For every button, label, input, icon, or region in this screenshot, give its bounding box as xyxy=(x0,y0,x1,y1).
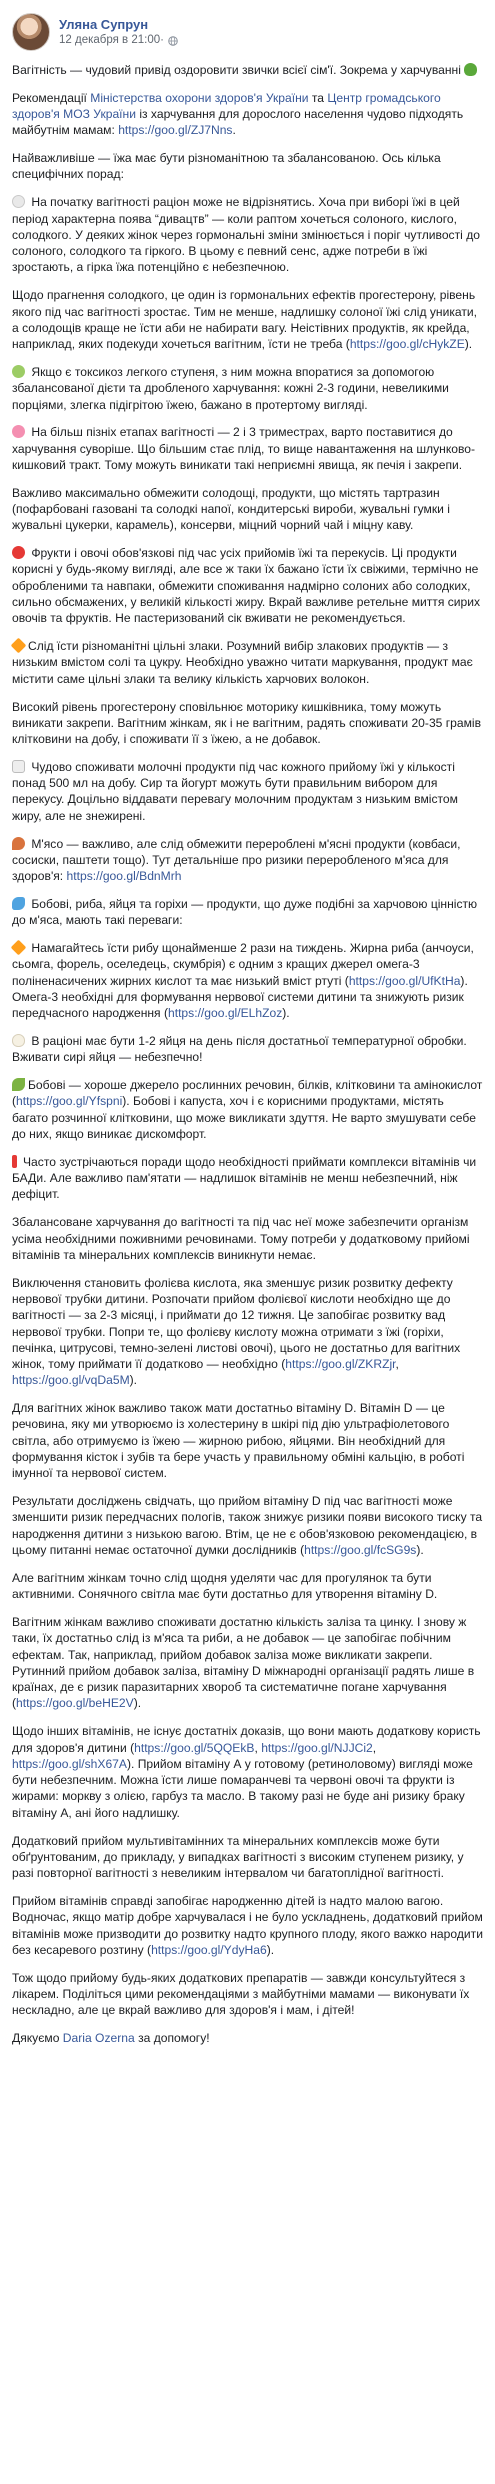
paragraph-supplements-warning: Часто зустрічаються поради щодо необхідності приймати комплекси вітамінів чи БАДи. Але важливо пам'ятати — надлишок вітамінів не менш небезпечний, ніж дефіцит. xyxy=(12,1154,477,1202)
paragraph-multivitamins: Додатковий прийом мультивітамінних та мінеральних комплексів може бути обґрунтованим, до прикладу, у випадках вагітності з високим ступенем ризику, у разі повторної вагітності з невеликим інтервалом чи багатоплідної вагітності. xyxy=(12,1833,464,1881)
author-name[interactable]: Уляна Супрун xyxy=(59,17,149,32)
plate-icon xyxy=(12,195,25,208)
paragraph-fiber: Високий рівень прогестерону сповільнює моторику кишківника, тому можуть виникати закрепи. Вагітним жінкам, як і не вагітним, радять споживати 20-35 грамів клітковини на добу, і споживати її з їжею, а не добавок. xyxy=(12,699,482,747)
orange-diamond-icon xyxy=(11,940,27,956)
post-date[interactable]: 12 декабря в 21:00 xyxy=(59,34,161,46)
post-meta xyxy=(59,16,178,48)
paragraph-grains: Слід їсти різноманітні цільні злаки. Розумний вибір злакових продуктів — з низьким вмістом солі та цукру. Необхідно уважно читати маркування, продукт має містити саме цільні злаки та велику кількість харчових волокон. xyxy=(12,639,473,686)
paragraph-balance: Найважливіше — їжа має бути різноманітною та збалансованою. Ось кілька специфічних порад: xyxy=(12,151,441,182)
paragraph-fruits: Фрукти і овочі обов'язкові під час усіх прийомів їжі та перекусів. Ці продукти корисні у будь-якому вигляді, але все ж таки їх бажано їсти їх свіжими, термічно не обробленими та навпаки, обмежити споживання надмірно солоних або солодких, сильно обсмажених, у великій кількості жиру. Вкрай важливе ретельне миття сирих овочів та фруктів. Не пастеризований сік вживати не рекомендується. xyxy=(12,546,481,626)
recommendations-link[interactable]: https://goo.gl/ZJ7Nns xyxy=(118,123,233,138)
fish-icon xyxy=(12,897,25,910)
apple-icon xyxy=(12,546,25,559)
source-link-cravings[interactable]: https://goo.gl/cHykZE xyxy=(349,337,465,352)
paragraph-folic-acid: Виключення становить фолієва кислота, яка зменшує ризик розвитку дефекту нервової трубки дитини. Розпочати прийом фолієвої кислоти необхідно ще до вагітності — за 2-3 місяці, і приймати до 12 тижня. Це запобігає розвитку вад нервової трубки. Попри те, що фолієву кислоту можна отримати з їжі (горіхи, печінка, цитрусові, темно-зелені листові овочі), цього не достатньо для вагітних жінок, тому приймати її додатково — необхідно (https://goo.gl/ZKRZjr, https://goo.gl/vqDa5M). xyxy=(12,1275,461,1388)
paragraph-recommendations: Рекомендації Міністерства охорони здоров'я України та Центр громадського здоров'я МОЗ України із харчування для дорослого населення чудово підходять майбутнім мамам: https://goo.gl/ZJ7Nns. xyxy=(12,90,464,138)
nauseated-face-icon xyxy=(12,365,25,378)
egg-icon xyxy=(12,1034,25,1047)
paragraph-protein-sources: Бобові, риба, яйця та горіхи — продукти, що дуже подібні за харчовою цінністю до м'яса, мають такі переваги: xyxy=(12,896,478,928)
public-health-center-link[interactable]: Центр громадського здоров'я МОЗ України xyxy=(12,90,441,122)
paragraph-consult-doctor: Тож щодо прийому будь-яких додаткових препаратів — завжди консультуйтеся з лікарем. Поділіться цими рекомендаціями з майбутніми мамами — виконувати їх нескладно, але це вкрай важливо для здоров'я і мам, і дітей! xyxy=(12,1970,470,2018)
source-link-fish-1[interactable]: https://goo.gl/UfKtHa xyxy=(348,973,461,988)
source-link-birthweight[interactable]: https://goo.gl/YdyHa6 xyxy=(151,1942,267,1957)
date-row xyxy=(59,33,178,48)
paragraph-iron-zinc: Вагітним жінкам важливо споживати достатню кількість заліза та цинку. І знову ж таки, їх достатньо слід із м'яса та риби, а не добавок — це запобігає побічним ефектам. Так, наприклад, прийом добавок заліза може викликати закрепи. Рутинний прийом добавок заліза, вітаміну D міжнародні організації радять лише в країнах, де є ризик паразитарних хвороб та систематичне погане харчування (https://goo.gl/beHE2V). xyxy=(12,1614,475,1711)
paragraph-vitamin-d: Для вагітних жінок важливо також мати достатньо вітаміну D. Вітамін D — це речовина, яку ми утворюємо із холестерину в шкірі під дію ультрафіолетового світла, або отримуємо із їжею — жирною рибою, яйцями. Він необхідний для формування кісток і зубів та бере участь у правильному обміні кальцію, в роботі імунної та нервової систем. xyxy=(12,1401,465,1481)
contributor-link[interactable]: Daria Ozerna xyxy=(62,2030,135,2045)
paragraph-other-vitamins: Щодо інших вітамінів, не існує достатніх доказів, що вони мають додаткову користь для здоров'я дитини (https://goo.gl/5QQEkB, https://goo.gl/NJJCi2, https://goo.gl/shX67A). Прийом вітаміну А у готовому (ретиноловому) вигляді може бути небезпечним. Можна їсти лише помаранчеві та червоні овочі та фрукти із жирами: моркву з олією, гарбуз та масло. В такому разі не буде ані ризику браку вітаміну А, ані його надлишку. xyxy=(12,1724,481,1820)
paragraph-intro: Вагітність — чудовий привід оздоровити звички всієї сім'ї. Зокрема у харчуванні xyxy=(12,62,483,78)
paragraph-limit-sweets: Важливо максимально обмежити солодощі, продукти, що містять тартразин (пофарбовані газовані та солодкі напої, кондитерські вироби, жувальні гумки і жувальні цукерки, карамель), консерви, міцний чорний чай і міцну каву. xyxy=(12,485,450,533)
source-link-legumes[interactable]: https://goo.gl/Yfspni xyxy=(16,1094,123,1109)
source-link-vitamins-1[interactable]: https://goo.gl/5QQEkB xyxy=(134,1740,255,1755)
post-body xyxy=(12,62,483,2046)
paragraph-sunlight: Але вагітним жінкам точно слід щодня уделяти час для прогулянок та бути активними. Сонячного світла має бути достатньо для утворення вітаміну D. xyxy=(12,1570,438,1602)
exclamation-icon xyxy=(12,1155,17,1168)
paragraph-sweets: Щодо прагнення солодкого, це один із гормональних ефектів прогестерону, рівень якого під час вагітності зростає. Тим не менше, надлишку солоної їжі слід уникати, а солодощів краще не їсти аби не набирати вагу. Неістівних продуктів, як крейда, наприклад, яких подекуди хочеться вагітним, їсти не треба (https://goo.gl/cHykZE). xyxy=(12,288,478,352)
bread-icon xyxy=(11,638,27,654)
pregnant-woman-icon xyxy=(12,425,25,438)
date-separator: · xyxy=(160,34,164,46)
paragraph-vitamins-weight: Прийом вітамінів справді запобігає народженню дітей із надто малою вагою. Водночас, якщо матір добре харчувалася і не було ускладнень, додатковий прийом вітамінів може призводити до розвитку надто крупного плоду, якого важко народити без кесаревого розтину (https://goo.gl/YdyHa6). xyxy=(12,1893,483,1957)
paragraph-fish: Намагайтесь їсти рибу щонайменше 2 рази на тиждень. Жирна риба (анчоуси, сьомга, форель, оселедець, скумбрія) є одним з кращих джерел омега-3 поліненасичених жирних кислот та має низький вміст ртуті (https://goo.gl/UfKtHa). Омега-3 необхідні для формування нервової системи дитини та знижують ризик передчасного народження (https://goo.gl/ELhZoz). xyxy=(12,941,474,1021)
paragraph-late-pregnancy: На більш пізніх етапах вагітності — 2 і 3 триместрах, варто поставитися до харчування суворіше. Що більшим стає плід, то вище навантаження на шлунково-кишковий тракт. Тому можуть виникати такі неприємні явища, як печія і закрепи. xyxy=(12,425,476,472)
paragraph-balanced-diet: Збалансоване харчування до вагітності та під час неї може забезпечити організм усіма необхідними поживними речовинами. Тому потреби у додатковому прийомі вітамінів та мінеральних комплексів виникнути немає. xyxy=(12,1215,470,1262)
paragraph-early-pregnancy: На початку вагітності раціон може не відрізнятись. Хоча при виборі їжі в цей період характерна поява “дивацтв” — коли раптом хочеться солоного, кислого, солодкого. У деяких жінок через гормональні зміни змінюється і поріг чутливості до солоного, солодкого та гіркого. В цьому є певний сенс, адже потреби в їжі зростають, а гірка їжа потенційно є небезпечною. xyxy=(12,195,480,275)
source-link-vitamins-3[interactable]: https://goo.gl/shX67A xyxy=(12,1756,127,1771)
paragraph-vitamin-d-research: Результати досліджень свідчать, що прийом вітаміну D під час вагітності може зменшити ризик передчасних пологів, також знижує ризики появи високого тиску та народження дитини з низькою вагою. Втім, це не є обов'язковою рекомендацією, в цьому питанні немає остаточної думки дослідників (https://goo.gl/fcSG9s). xyxy=(12,1494,483,1558)
seedling-icon xyxy=(12,1078,25,1091)
meat-icon xyxy=(12,837,25,850)
paragraph-legumes: Бобові — хороше джерело рослинних речовин, білків, клітковини та амінокислот (https://goo.gl/Yfspni). Бобові і капуста, хоч і є корисними продуктами, містять багато розчинної клітковини, що може викликати здуття. Не варто змушувати себе до них, якщо виникає дискомфорт. xyxy=(12,1078,483,1142)
avatar[interactable] xyxy=(12,13,50,51)
paragraph-thanks: Дякуємо Daria Ozerna за допомогу! xyxy=(12,2030,210,2045)
source-link-fish-2[interactable]: https://goo.gl/ELhZoz xyxy=(167,1006,283,1021)
broccoli-icon xyxy=(464,63,477,76)
paragraph-toxicosis: Якщо є токсикоз легкого ступеня, з ним можна впоратися за допомогою збалансованої дієти та дробленого харчування: кожні 2-3 години, невеликими порціями, злегка підігрітою їжею, бажано в протертому вигляді. xyxy=(12,364,449,412)
post-header xyxy=(12,10,483,54)
source-link-vitamin-d[interactable]: https://goo.gl/fcSG9s xyxy=(304,1543,417,1558)
source-link-processed-meat[interactable]: https://goo.gl/BdnMrh xyxy=(66,869,182,884)
paragraph-eggs: В раціоні має бути 1-2 яйця на день після достатньої температурної обробки. Вживати сирі яйця — небезпечно! xyxy=(12,1034,467,1065)
paragraph-dairy: Чудово споживати молочні продукти під час кожного прийому їжі у кількості понад 500 мл на добу. Сир та йогурт можуть бути правильним вибором для перекусу. Доцільно віддавати перевагу молочним продуктам з низьким вмістом жиру, але не знежирені. xyxy=(12,759,458,823)
milk-icon xyxy=(12,760,25,773)
source-link-vitamins-2[interactable]: https://goo.gl/NJJCi2 xyxy=(261,1740,373,1755)
source-link-folic-1[interactable]: https://goo.gl/ZKRZjr xyxy=(285,1357,396,1372)
moz-ukraine-link[interactable]: Міністерства охорони здоров'я України xyxy=(90,90,309,105)
globe-icon xyxy=(168,36,178,46)
paragraph-meat: М'ясо — важливо, але слід обмежити перероблені м'ясні продукти (ковбаси, сосиски, паштети тощо). Тут детальніше про ризики переробленого м'яса для здоров'я: https://goo.gl/BdnMrh xyxy=(12,836,461,884)
source-link-iron[interactable]: https://goo.gl/beHE2V xyxy=(16,1696,134,1711)
source-link-folic-2[interactable]: https://goo.gl/vqDa5M xyxy=(12,1373,130,1388)
